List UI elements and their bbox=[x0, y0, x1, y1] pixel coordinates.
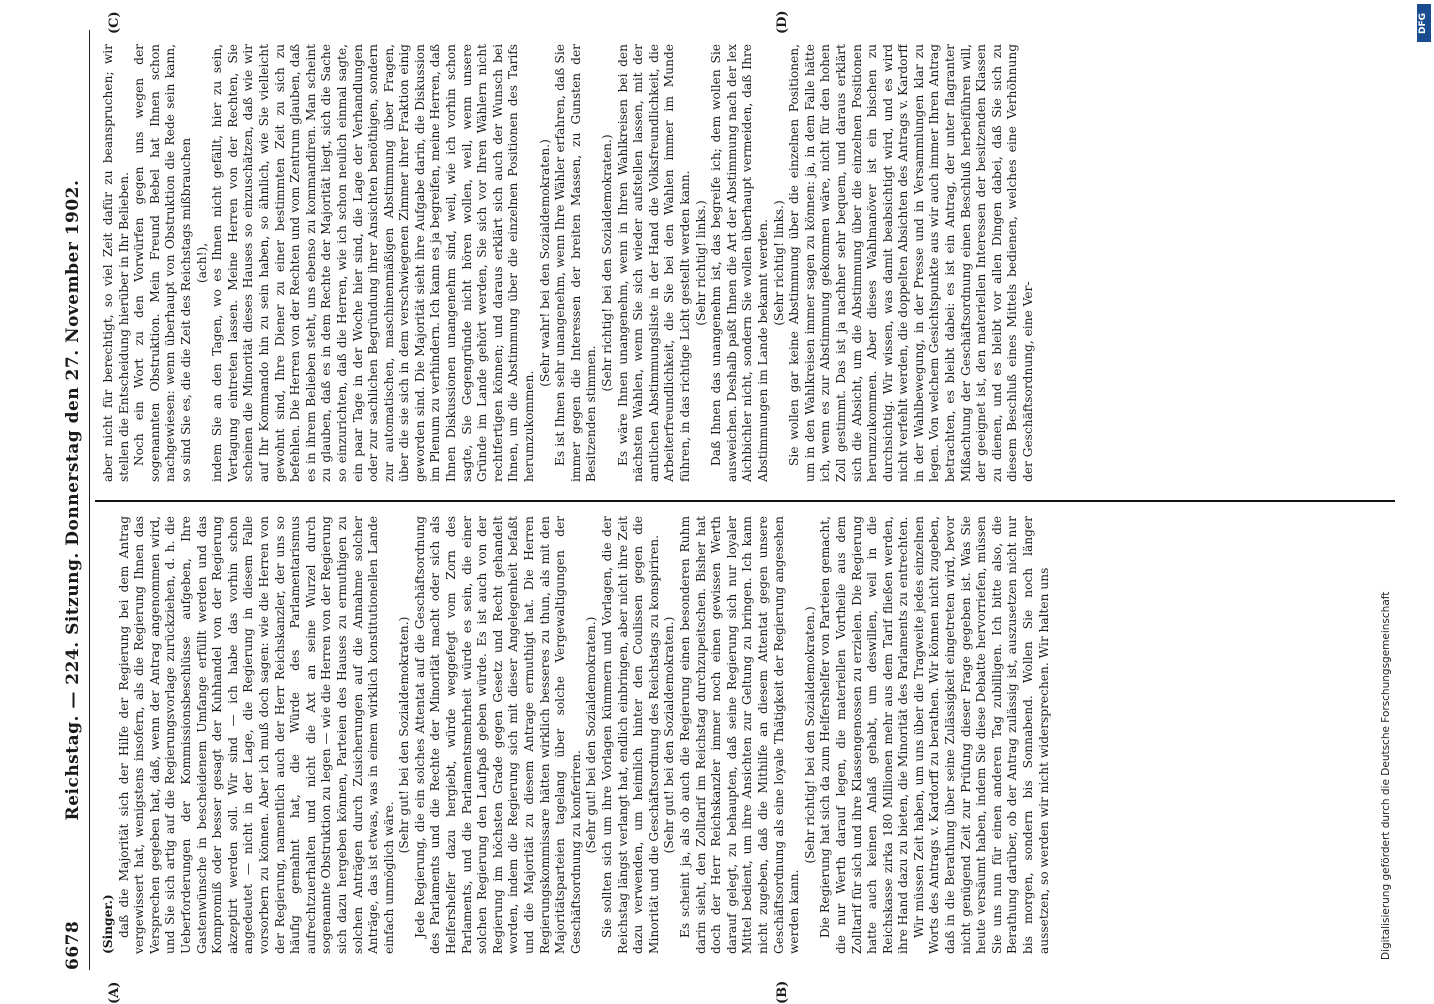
dfg-logo bbox=[1417, 4, 1431, 42]
right-column-paragraph: Sie wollen gar keine Abstimmung über die einzelnen Positionen, um in den Wahlkreisen immer sagen zu können: ja, in dem Falle hätte ich, wenn es zur Abstimmung gekommen wäre, nicht für den hohen Zoll gestimmt. Das ist ja nachher sehr bequem, und daraus erklärt sich die Absicht, um die Abstimmung über die einzelnen Positionen herumzukommen. Aber dieses Wahlmanöver ist ein bischen zu durchsichtig. Wir wissen, was damit beabsichtigt wird, und es wird nicht verfehlt werden, die doppelten Absichten des Antrags v. Kardorff in der Wahlbewegung, in der Presse und in Versammlungen klar zu legen. Von welchem Gesichtspunkte aus wir auch immer Ihren Antrag betrachten, es bleibt dabei: es ist ein Antrag, der unter flagranter Mißachtung der Geschäftsordnung einen Beschluß herbeiführen will, der geeignet ist, den materiellen Interessen der besitzenden Klassen zu dienen, und es bleibt vor allen Dingen dabei, daß Sie sich zu diesem Beschluß eines Mittels bedienen, welches eine Verhöhnung der Geschäftsordnung, eine Ver- bbox=[787, 44, 1036, 482]
page-number: 6678 bbox=[63, 920, 83, 970]
right-column-paragraph: indem Sie an den Tagen, wo es Ihnen nicht gefällt, hier zu sein, Vertagung eintreten lassen. Meine Herren von der Rechten, Sie scheinen die Minorität dieses Hauses so einzuschätzen, daß wie wir auf Ihr Kommando hin zu sein haben, so ähnlich, wie Sie vielleicht gewohnt sind, Ihre Diener zu einer bestimmten Zeit zu sich zu befehlen. Die Herren von der Rechten und vom Zentrum glauben, daß es in ihrem Belieben steht, uns ebenso zu kommandiren. Man scheint zu glauben, daß es in dem Rechte der Majorität liegt, sich die Sache so einzurichten, daß die Herren, wie ich schon neulich einmal sagte, ein paar Tage in der Woche hier sind, die Lage der Verhandlungen oder zur sachlichen Begründung ihrer Ansichten benöthigen, sondern zur automatischen, maschinenmäßigen Abstimmung über Fragen, über die sie sich in dem verschwiegenen Zimmer ihrer Fraktion einig geworden sind. Die Majorität sieht ihre Aufgabe darin, die Diskussion im Plenum zu verhindern. Ich kann es ja begreifen, meine Herren, daß Ihnen Diskussionen unangenehm sind, weil, wie ich vorhin schon sagte, Sie Gegengründe nicht hören wollen, weil, wenn unsere Gründe im Lande gehört werden, Sie sich vor Ihren Wählern nicht rechtfertigen können; und daraus erklärt sich auch der Wunsch bei Ihnen, um die Abstimmung über die einzelnen Positionen des Tarifs herumzukommen. bbox=[210, 44, 537, 482]
left-column-interjection: (Sehr richtig! bei den Sozialdemokraten.) bbox=[802, 606, 817, 864]
right-column-paragraph: Es wäre Ihnen unangenehm, wenn in Ihren Wahlkreisen bei den nächsten Wahlen, wenn Sie sich wieder aufstellen lassen, mit der amtlichen Abstimmungsliste in der Hand die Volksfreundlichkeit, die Arbeiterfreundlichkeit, die Sie bei den Wahlen immer im Munde führen, in das richtige Licht gestellt werden kann. bbox=[615, 44, 692, 482]
digitization-note-text: Digitalisierung gefördert durch die Deutsche Forschungsgemeinschaft bbox=[1380, 591, 1392, 960]
page-header bbox=[55, 30, 90, 970]
left-column-paragraph: Die Regierung hat sich da zum Helfershelfer von Parteien gemacht, die nur Werth darauf legen, die materiellen Vortheile aus dem Zolltarif für sich und ihre Klassengenossen zu erzielen. Die Regierung hatte auch keinen Anlaß gehabt, um deswillen, weil in die Reichskasse zirka 180 Millionen mehr aus dem Tarif fließen werden, ihre Hand dazu zu bieten, die Minorität des Parlaments zu entrechten. bbox=[818, 516, 911, 954]
dfg-logo-text: DFG bbox=[1418, 12, 1428, 34]
right-column-interjection: (Sehr richtig! links.) bbox=[693, 200, 708, 326]
rotated-document-page bbox=[55, 10, 1415, 1004]
right-column-interjection: (Sehr richtig! links.) bbox=[771, 200, 786, 326]
margin-letter-b: (B) bbox=[775, 980, 790, 1004]
column-divider bbox=[95, 500, 1395, 502]
left-text-column bbox=[101, 516, 1391, 954]
right-column-paragraph: Es ist Ihnen sehr unangenehm, wenn Ihre Wähler erfahren, daß Sie immer gegen die Interessen der breiten Massen, zu Gunsten der Besitzenden stimmen. bbox=[553, 44, 599, 482]
right-column-paragraph: Daß Ihnen das unangenehm ist, das begreife ich; dem wollen Sie ausweichen. Deshalb paßt Ihnen die Art der Abstimmung nach der lex Aichbichler nicht, sondern Sie wollen überhaupt vermeiden, daß Ihre Abstimmungen im Lande bekannt werden. bbox=[709, 44, 770, 482]
left-column-speaker: (Singer.) bbox=[101, 894, 115, 954]
left-column-interjection: (Sehr gut! bei den Sozialdemokraten.) bbox=[584, 616, 599, 854]
right-column-paragraph: aber nicht für berechtigt, so viel Zeit dafür zu beanspruchen; wir stellen die Entscheidung hierüber in Ihr Belieben. bbox=[101, 44, 131, 482]
left-column-interjection: (Sehr gut! bei den Sozialdemokraten.) bbox=[662, 616, 677, 854]
left-column-interjection: (Sehr gut! bei den Sozialdemokraten.) bbox=[397, 616, 412, 854]
left-column-paragraph: Sie sollten sich um ihre Vorlagen kümmern und Vorlagen, die der Reichstag längst verlangt hat, endlich einbringen, aber nicht ihre Zeit dazu verwenden, um heimlich hinter den Coulissen gegen die Minorität und die Geschäftsordnung des Reichstags zu konspiriren. bbox=[600, 516, 661, 954]
left-column-paragraph: daß die Majorität sich der Hilfe der Regierung bei dem Antrag vergewissert hat, wenigstens insofern, als die Regierung Ihnen das Versprechen gegeben hat, daß, wenn der Antrag angenommen wird, und Sie sich artig auf die Regierungsvorlage zurückziehen, d. h. die Ueberforderungen der Kommissionsbeschlüsse aufgeben, Ihre Gastenwünsche in bescheidenem Umfange erfüllt werden und das Kompromiß oder besser gesagt der Kuhhandel von der Regierung akzeptirt werden soll. Wir sind — ich habe das vorhin schon angedeutet — nicht in der Lage, die Regierung in diesem Falle vorsorbern zu können. Aber ich muß doch sagen: wie die Herren von der Regierung, namentlich auch der Herr Reichskanzler, der uns so häufig gemahnt hat, die Würde des Parlamentarismus aufrechtzuerhalten und nicht die Axt an seine Wurzel durch sogenannte Obstruktion zu legen — wie die Herren von der Regierung sich dazu hergeben können, Parteien des Hauses zu ermuthigen zu solchen Anträgen durch Zusicherungen auf die Annahme solcher Anträge, das ist etwas, was in einem wirklich konstitutionellen Lande einfach unmöglich wäre. bbox=[116, 516, 396, 954]
margin-letter-c: (C) bbox=[107, 11, 122, 34]
right-column-interjection: (ach!), bbox=[194, 242, 209, 284]
right-text-column bbox=[101, 44, 1391, 482]
left-column-paragraph: Wir müssen Zeit haben, um uns über die Tragweite jedes einzelnen Worts des Antrags v. Kardorff zu berathen. Wir können nicht zugeben, daß in die Berathung über seine Zulässigkeit eingetreten wird, bevor nicht genügend Zeit zur Prüfung dieser Frage gegeben ist. Was Sie heute versäumt haben, indem Sie diese Debatte hervorriefen, müssen Sie uns nun für einen anderen Tag zubilligen. Ich bitte also, die Berathung darüber, ob der Antrag zulässig ist, auszusetzen nicht nur bis morgen, sondern bis Sonnabend. Wollen Sie noch länger aussetzen, so werden wir nicht widersprechen. Wir halten uns bbox=[911, 516, 1051, 954]
digitization-note bbox=[1380, 20, 1420, 980]
page-title: Reichstag. — 224. Sitzung. Donnerstag den 27. November 1902. bbox=[63, 179, 83, 821]
margin-letter-d: (D) bbox=[775, 10, 790, 34]
left-column-paragraph: Es scheint ja, als ob auch die Regierung einen besonderen Ruhm darin sieht, den Zolltarif im Reichstag durchzupeitschen. Bisher hat doch der Herr Reichskanzler immer noch einen gewissen Werth darauf gelegt, zu behaupten, daß seine Regierung sich nur loyaler Mittel bedient, um ihre Ansichten zur Geltung zu bringen. Ich kann nicht zugeben, daß die Mithilfe an diesem Attentat gegen unsere Geschäftsordnung als eine loyale Thätigkeit der Regierung angesehen werden kann. bbox=[677, 516, 802, 954]
right-column-interjection: (Sehr richtig! bei den Sozialdemokraten.) bbox=[600, 134, 614, 392]
margin-letter-a: (A) bbox=[107, 981, 122, 1004]
right-column-paragraph: Noch ein Wort zu den Vorwürfen gegen uns wegen der sogenannten Obstruktion. Mein Freund Bebel hat Ihnen schon nachgewiesen: wenn überhaupt von Obstruktion die Rede sein kann, so sind Sie es, die die Zeit des Reichstags mißbrauchen bbox=[132, 44, 193, 482]
left-column-paragraph: Jede Regierung, die ein solches Attentat auf die Geschäftsordnung des Parlaments und die Rechte der Minorität macht oder sich als Helfershelfer dazu hergiebt, würde weggefegt vom Zorn des Parlaments, und die Parlamentsmehrheit würde es sein, die einer solchen Regierung den Laufpaß geben würde. Es ist auch von der Regierung im höchsten Grade gegen Gesetz und Recht gehandelt worden, indem die Regierung sich mit dieser Angelegenheit befaßt und die Majorität zu diesem Antrage ermuthigt hat. Die Herren Regierungskommissare hätten wirklich besseres zu thun, als mit den Majoritätsparteien tagelang über solche Vergewaltigungen der Geschäftsordnung zu konferiren. bbox=[412, 516, 583, 954]
right-column-interjection: (Sehr wahr! bei den Sozialdemokraten.) bbox=[537, 139, 552, 387]
